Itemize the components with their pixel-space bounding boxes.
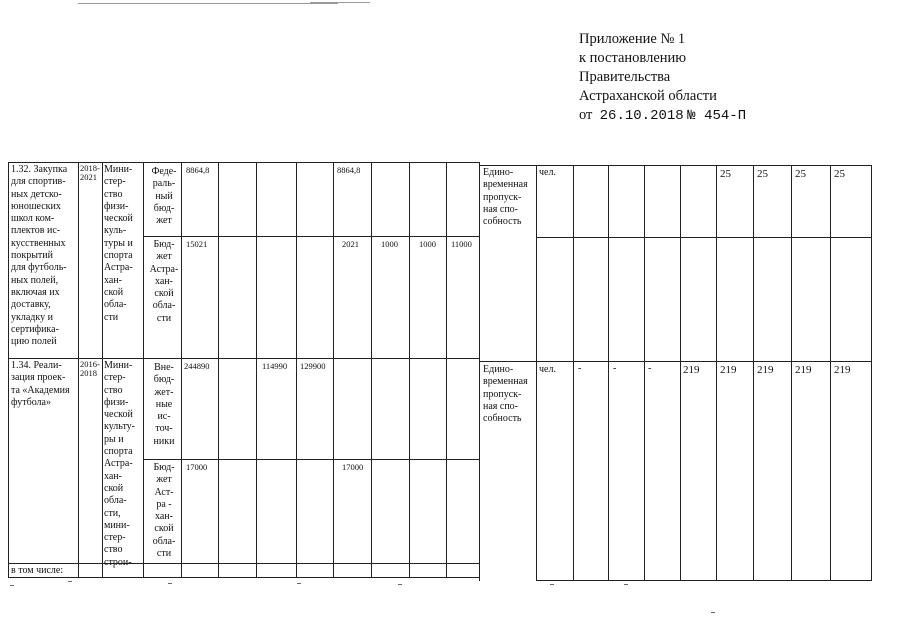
funding-source: Бюд- жет Аст- ра - хан- ской обла- сти bbox=[152, 462, 176, 560]
funding-source: Феде- раль- ный бюд- жет bbox=[151, 166, 177, 227]
funding-value: 8864,8 bbox=[337, 165, 361, 175]
scan-artifact-line bbox=[310, 2, 370, 3]
measure-years: 2016- 2018 bbox=[80, 359, 100, 378]
header-line-1: Приложение № 1 bbox=[579, 31, 686, 47]
header-line-4: Астраханской области bbox=[579, 88, 717, 104]
scan-artifact-line bbox=[78, 3, 338, 4]
indicator-value: 25 bbox=[834, 168, 845, 180]
funding-value: 2021 bbox=[342, 239, 359, 249]
funding-value: 1000 bbox=[381, 239, 398, 249]
indicator-value: 25 bbox=[795, 168, 806, 180]
indicator-name: Едино- временная пропуск- ная спо- собность bbox=[483, 364, 528, 425]
funding-value: 17000 bbox=[342, 462, 364, 472]
indicator-dash: - bbox=[648, 363, 652, 374]
appendix-header bbox=[579, 30, 809, 126]
decree-date: 26.10.2018 bbox=[599, 108, 684, 124]
funding-value: 11000 bbox=[451, 239, 472, 249]
funding-total: 244890 bbox=[184, 361, 210, 371]
indicator-name: Едино- временная пропуск- ная спо- собность bbox=[483, 167, 528, 228]
indicator-unit: чел. bbox=[539, 364, 556, 375]
funding-value: 129900 bbox=[300, 361, 326, 371]
indicator-value: 25 bbox=[720, 168, 731, 180]
funding-total: 8864,8 bbox=[186, 165, 210, 175]
measure-name: 1.34. Реали- зация проек- та «Академия футбола» bbox=[11, 360, 70, 408]
date-prefix: от bbox=[579, 107, 593, 123]
measure-name: 1.32. Закупка для спортив- ных детско- юношеских школ ком- плектов ис- кусственных покрытий для футболь- ных полей, включая их доставку, укладку и сертифика- цию полей bbox=[11, 164, 68, 348]
indicator-unit: чел. bbox=[539, 167, 556, 178]
decree-number: № 454-П bbox=[687, 108, 747, 124]
header-line-2: к постановлению bbox=[579, 50, 687, 66]
funding-total: 17000 bbox=[186, 462, 208, 472]
indicator-dash: - bbox=[578, 363, 582, 374]
funding-source: Бюд- жет Астра- хан- ской обла- сти bbox=[149, 239, 179, 324]
measure-executor: Мини- стер- ство физи- ческой куль- туры и спорта Астра- хан- ской обла- сти bbox=[104, 164, 133, 323]
indicator-value: 219 bbox=[795, 364, 812, 376]
indicator-dash: - bbox=[613, 363, 617, 374]
funding-source: Вне- бюд- жет- ные ис- точ- ники bbox=[153, 362, 175, 447]
header-line-3: Правительства bbox=[579, 69, 671, 85]
indicator-value: 219 bbox=[720, 364, 737, 376]
indicator-value: 219 bbox=[683, 364, 700, 376]
funding-value: 1000 bbox=[419, 239, 436, 249]
measure-years: 2018- 2021 bbox=[80, 163, 100, 182]
subtotal-label: в том числе: bbox=[11, 565, 64, 576]
funding-value: 114990 bbox=[262, 361, 288, 371]
header-date-line bbox=[579, 106, 809, 126]
measure-executor: Мини- стер- ство физи- ческой культу- ры и спорта Астра- хан- ской обла- сти, мини- стер- ство строи- bbox=[104, 360, 136, 568]
indicator-value: 219 bbox=[757, 364, 774, 376]
indicator-value: 219 bbox=[834, 364, 851, 376]
indicator-value: 25 bbox=[757, 168, 768, 180]
funding-total: 15021 bbox=[186, 239, 208, 249]
